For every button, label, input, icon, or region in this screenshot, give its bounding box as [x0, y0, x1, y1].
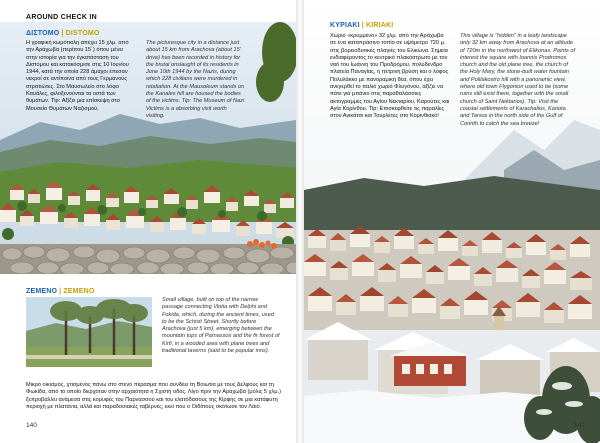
zemeno-title-greek: ΖΕΜΕΝΟ: [26, 288, 58, 295]
right-page: [304, 0, 600, 443]
kyriaki-title-greek: ΚΥΡΙΑΚΙ: [330, 22, 360, 29]
zemeno-title-latin: ZEMENO: [63, 288, 95, 295]
distomo-greek-text: Η γραφική κωμόπολη απέχει 15 χλμ. από την Αράχωβα (περίπου 15΄) όπου μένει στην ιστορία για την έγκατάσταση του Δίστομου και κατακόσμισε στις 10 Ιουνίου 1944, κατά την οποία 228 άμαχοι έπεσαν νεκροί σε αντίποινα από τους Γερμανούς στρατιώτες. Στο Μαυσωλείο στο λόφο Καυάλες, φιλοξενούνται τα οστά των θυμάτων. Tip: Αξίζει μια επίσκεψη στο Μουσείο Θυμάτων Ναζισμού.: [26, 40, 129, 112]
page-header: [26, 14, 97, 21]
zemeno-title: ΖΕΜΕΝΟ | ZEMENO: [26, 288, 95, 295]
header-around: AROUND: [26, 14, 59, 21]
page-number-right: 141: [574, 422, 585, 429]
distomo-title-greek: ΔΙΣΤΟΜΟ: [26, 30, 60, 37]
distomo-title: ΔΙΣΤΟΜΟ | DISTOMO: [26, 30, 100, 37]
header-check-in: CHECK IN: [60, 14, 98, 21]
kyriaki-greek-text: Χωριό «κρυμμένο» 32 χλμ. από την Αράχωβα σε ένα καταπράσινο τοπίο σε υψόμετρο 720 μ. στις βορειοδυτικές πλαγιές του Ελικώνα. Σημεία ενδιαφέροντος το κεντρικό πλακόστρωτο με τον ναό του Ιωάννη του Προδρόμου, πολύδενδρο πλατεία Παναγίας, η πέτρινη βρύση και ο λόφος Πολυλάκκο με πανοραμική θέα, όπου έχει ανεγερθεί το παλιό χωριό Φλυγόνου, αξίζει να πάτε για μπάνιο στις παραθαλάσσιες ακτογραμμές του Αγίου Νεκταρίου, Καρούτες και Αγία Κορίνθου. Tip: Επισκεφθείτε τις παραλίες στον Ανικάτσι και Τουρλέτες στο Κορινθιακό!: [330, 33, 450, 120]
distomo-english-text: The picturesque city in a distance just about 15 km from Arachova (about 15' drive) has been recorded in history for the brutal onslaught of its residents in June 10th 1944 by the Nazis, during which 228 civilians were murdered in retaliation. At the Mausoleum stands on the Kanales hill are housed the bodies of the victims. Tip: The Museum of Nazi Victims is a absorbing visit worth visiting.: [146, 40, 245, 119]
kyriaki-title: ΚΥΡΙΑΚΙ | KIRIAKI: [330, 22, 394, 29]
kyriaki-english-text: This village is "hidden" in a leafy landscape only 32 km away from Arachova at an altitude of 720m in the northwest of Elikonas. Points of interest the square with Ioannis Prodromos church and the old plane tree, the church of the Holy Mary, the stone-built water fountain and Polilakostro hill with a panoramic view, where old town Flygonion used to be (some ruins still exist there, together with the small church of Saint Nektarios). Tip: Visit the coastal settlements of Karachalios, Kariota and Tarsos in the north side of the Gulf of Corinth to catch the sea breeze!: [460, 33, 576, 127]
page-number-left: 140: [26, 422, 37, 429]
kyriaki-title-latin: KIRIAKI: [365, 22, 394, 29]
zemeno-english-text: Small village, built on top of the narrow passage connecting Viotia with Delphi and Fokida, which, during the ancient times, used to be the Schisti Street. Shortly before Arachova (just 5 km), emerging between the mountain tops of Parnassos and the fir forest of Kirfi, in a wooded area with plane trees and traditional taverns (said to be popular inns).: [162, 297, 280, 355]
left-page: [0, 0, 296, 443]
zemeno-photo: [26, 297, 152, 367]
book-gutter: [296, 0, 304, 443]
zemeno-greek-text: Μικρό οικισμός, χτισμένος πάνω στο στενό πέρασμα που συνδέει τη Βοιωτία με τους Δελφούς και τη Φωκίδα, από το οποίο διερχόταν στην αρχαιότητα η Σχιστή οδός. Λίγο πριν την Αράχωβα (μόλις 5 χλμ.) ξεπροβάλλει ανάμεσα στις κορυφές του Παρνασσού και του ελατόδασους της Κίρφης σε μια κατάφυτη περιοχή με πλατάνια, αλλά και παραδοσιακές ταβέρνες, εκεί που ο Οιδίπους σκότωσε τον Λάιο.: [26, 382, 281, 410]
distomo-title-latin: DISTOMO: [65, 30, 100, 37]
zemeno-landscape-image: [26, 297, 152, 367]
